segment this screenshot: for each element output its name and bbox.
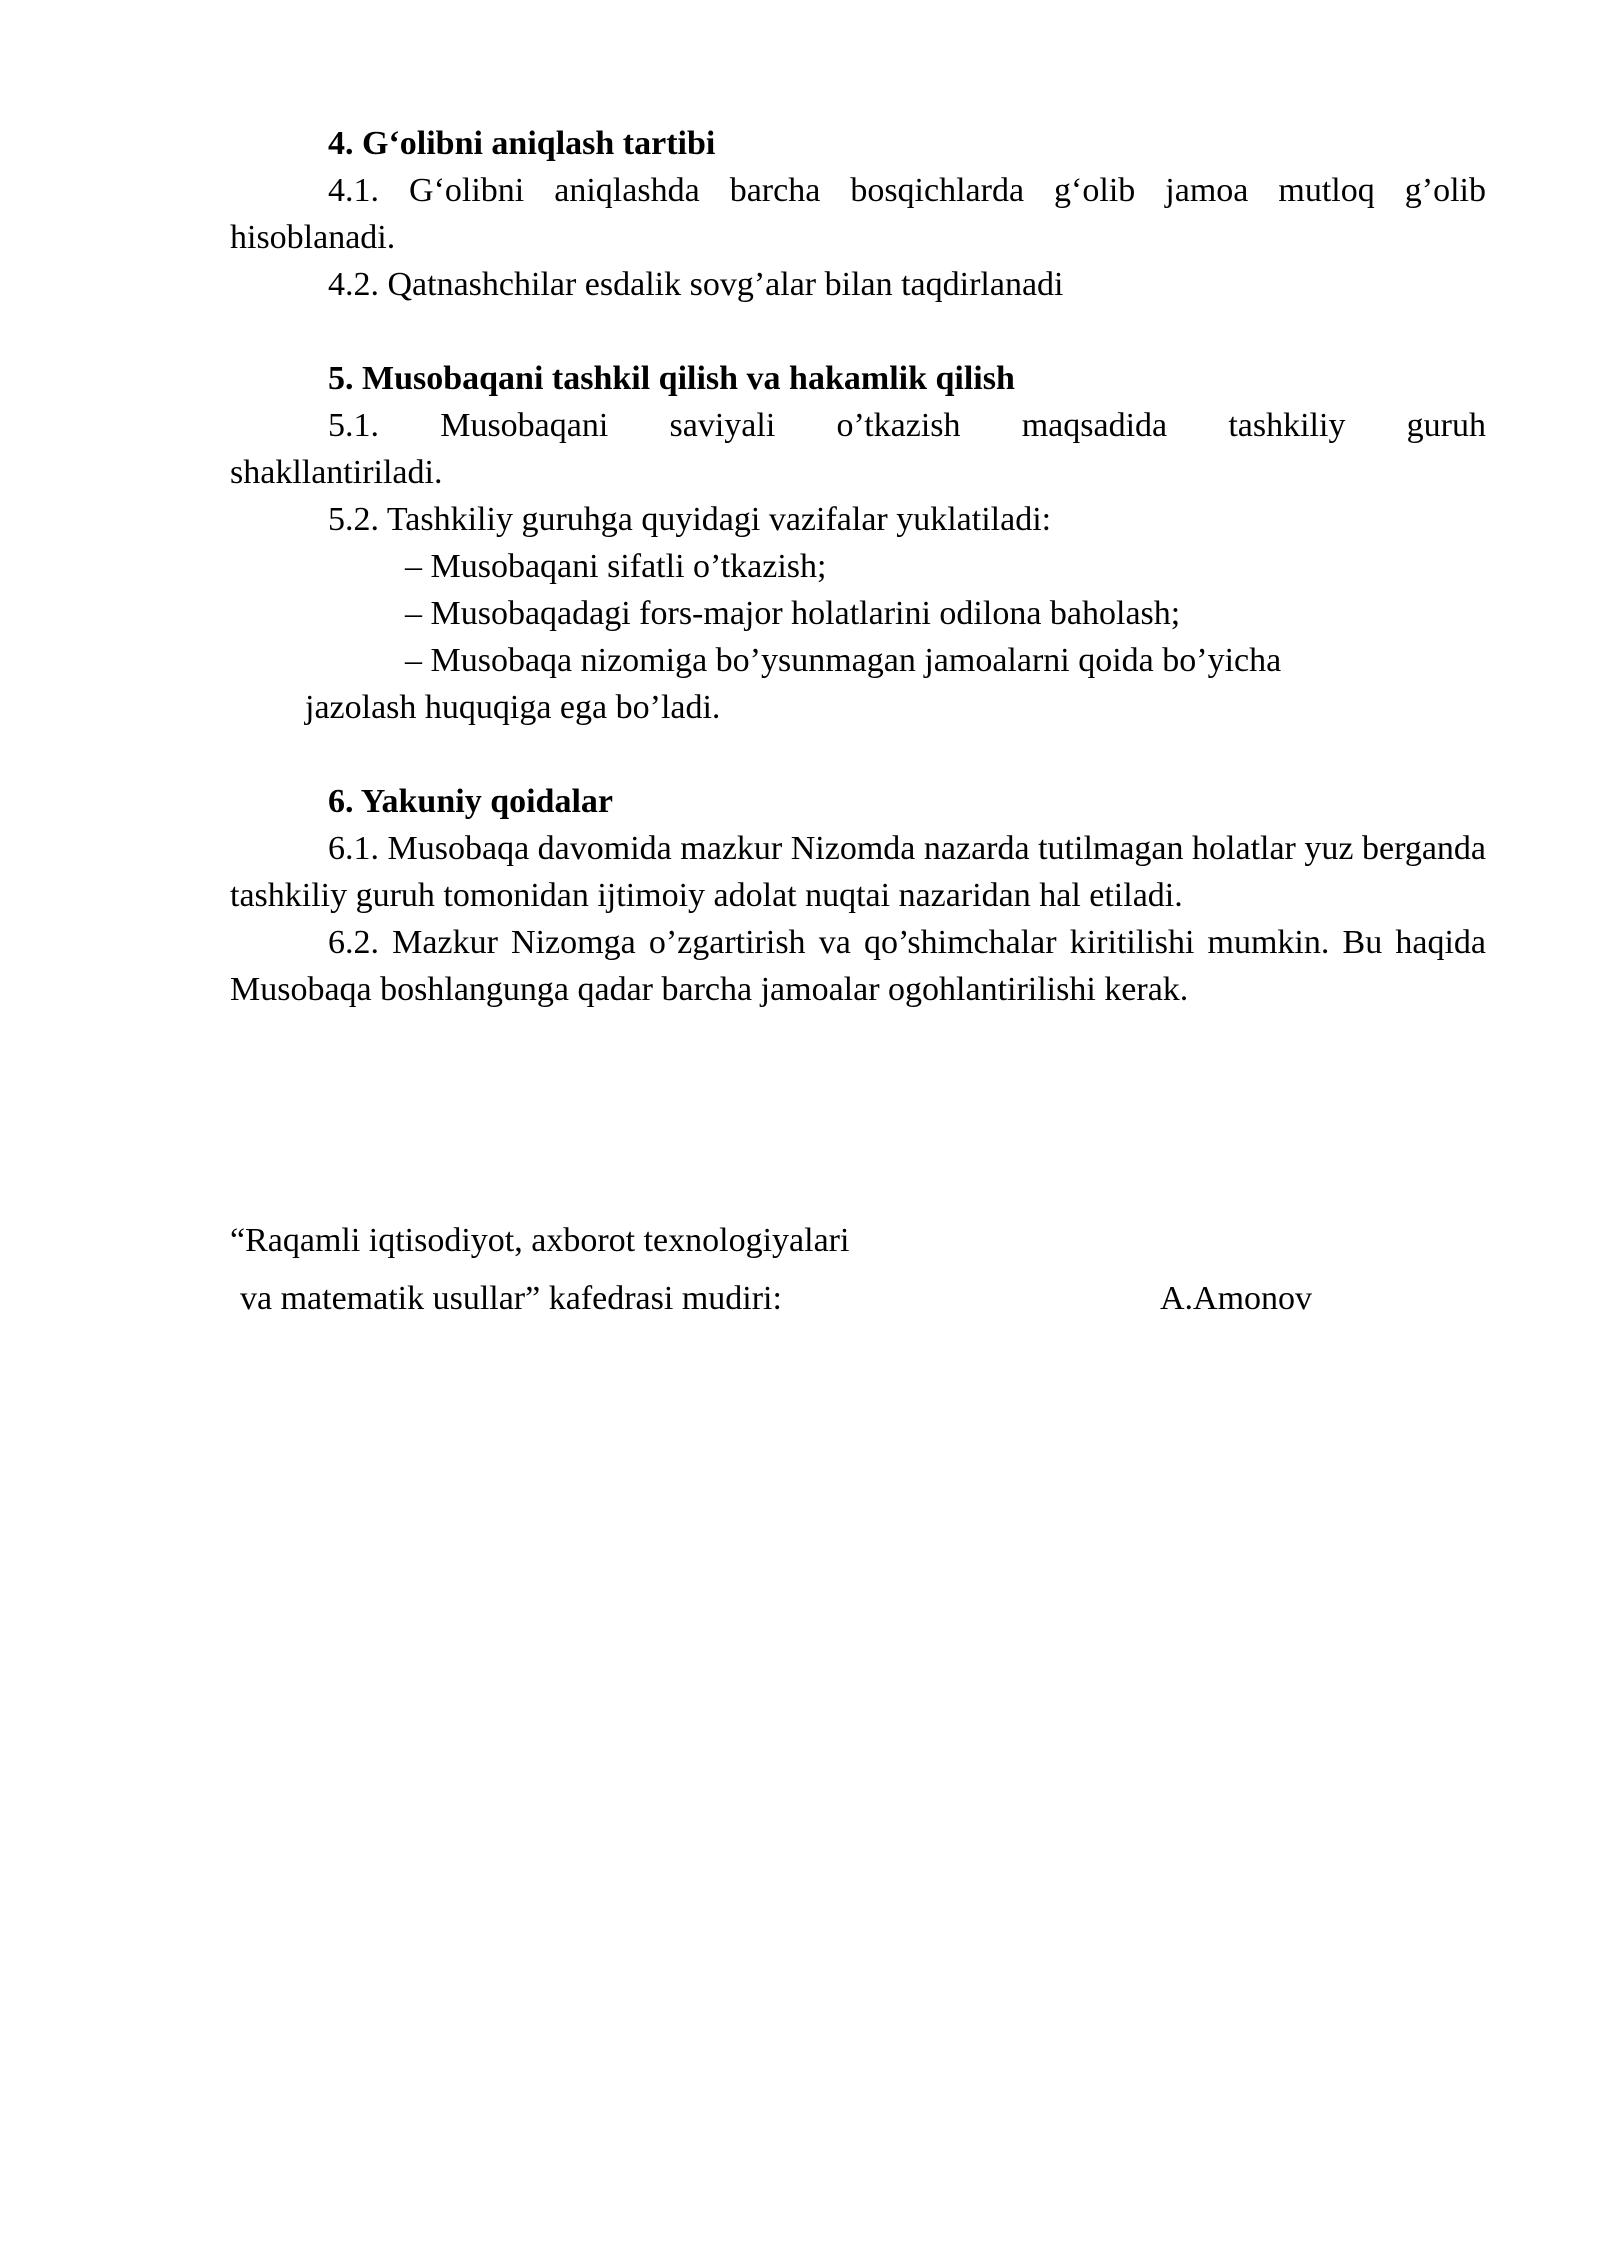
signature-position-line1: “Raqamli iqtisodiyot, axborot texnologiyalari [230,1222,850,1259]
section-5-heading: 5. Musobaqani tashkil qilish va hakamlik qilish [328,360,1015,397]
section-6-2: 6.2. Mazkur Nizomga o’zgartirish va qo’shimchalar kiritilishi mumkin. Bu haqida Musobaqa boshlangunga qadar barcha jamoalar ogohlantirilishi kerak. [230,924,1486,1008]
section-4-1-line1: 4.1. G‘olibni aniqlashda barcha bosqichlarda g‘olib jamoa mutloq g’olib [328,172,1486,209]
section-5-1-line2: shakllantiriladi. [230,454,443,491]
section-4-1-line2: hisoblanadi. [230,219,396,256]
section-4-2: 4.2. Qatnashchilar esdalik sovg’alar bilan taqdirlanadi [328,266,1064,303]
signature-position-text: va matematik usullar” kafedrasi mudiri: [240,1280,782,1317]
signatory-name: A.Amonov [1160,1280,1313,1317]
section-6-1: 6.1. Musobaqa davomida mazkur Nizomda nazarda tutilmagan holatlar yuz berganda tashkiliy guruh tomonidan ijtimoiy adolat nuqtai nazaridan hal etiladi. [230,830,1486,914]
signature-position-line2 [230,1270,1486,1328]
spacer [230,731,1486,778]
section-5-1-line1: 5.1. Musobaqani saviyali o’tkazish maqsadida tashkiliy guruh [328,407,1486,444]
duty-item: – Musobaqadagi fors-major holatlarini odilona baholash; [405,595,1181,632]
section-6-heading: 6. Yakuniy qoidalar [328,783,613,820]
duty-item-line2: jazolash huquqiga ega bo’ladi. [305,689,721,726]
duty-item: – Musobaqani sifatli o’tkazish; [405,548,827,585]
document-body [230,120,1486,1013]
section-5-2: 5.2. Tashkiliy guruhga quyidagi vazifalar yuklatiladi: [328,501,1052,538]
section-4-heading: 4. G‘olibni aniqlash tartibi [328,125,716,162]
duty-item-line1: – Musobaqa nizomiga bo’ysunmagan jamoalarni qoida bo’yicha [405,642,1282,679]
spacer [230,308,1486,355]
signature-block [230,1212,1486,1328]
